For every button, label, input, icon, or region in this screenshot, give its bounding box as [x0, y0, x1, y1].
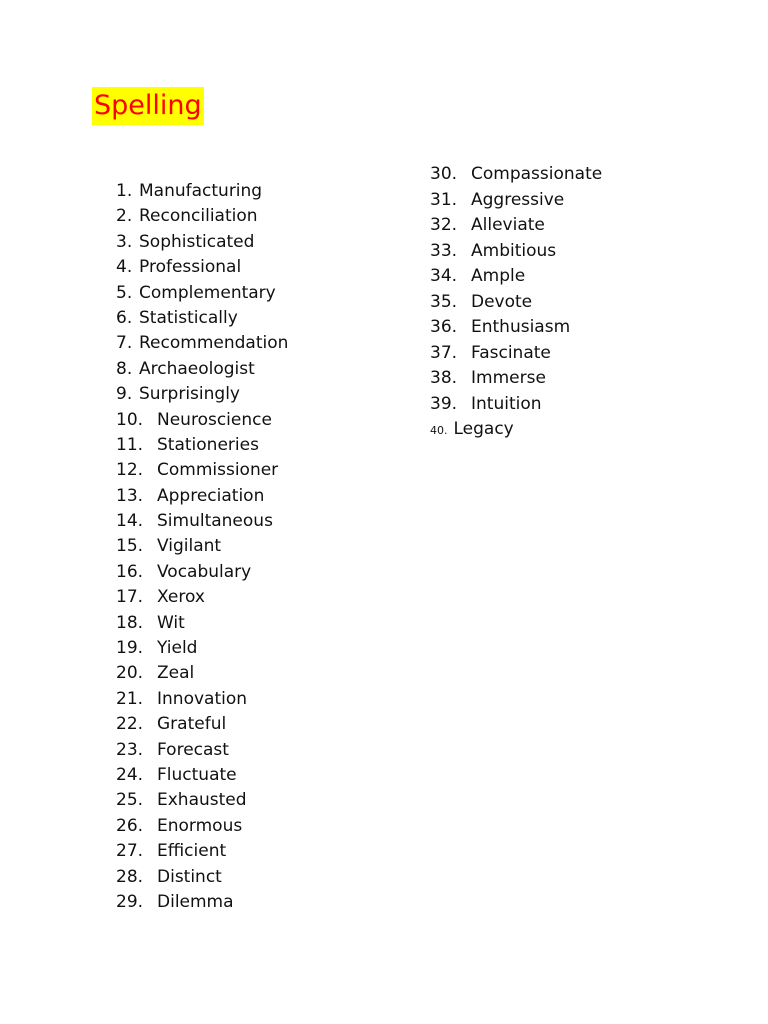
spelling-list-left — [116, 179, 288, 915]
item-word: Surprisingly — [139, 384, 240, 405]
list-item — [430, 366, 602, 392]
item-word: Neuroscience — [157, 409, 272, 430]
item-number: 33. — [430, 240, 458, 261]
item-word: Vigilant — [157, 536, 222, 557]
item-word: Stationeries — [157, 434, 259, 455]
list-item — [430, 315, 602, 341]
item-word: Exhausted — [157, 790, 247, 811]
list-item — [116, 890, 288, 915]
item-word: Fluctuate — [157, 764, 237, 785]
item-number: 21. — [116, 688, 144, 709]
item-word: Wit — [157, 612, 185, 633]
list-item — [116, 484, 288, 509]
item-number: 1. — [116, 181, 133, 201]
item-number: 29. — [116, 891, 144, 912]
list-item — [116, 560, 288, 585]
item-number: 27. — [116, 841, 144, 862]
item-word: Sophisticated — [139, 231, 255, 252]
item-number: 34. — [430, 266, 458, 286]
list-item — [116, 585, 288, 610]
list-item — [116, 534, 288, 559]
list-item — [430, 264, 602, 290]
item-number: 4. — [116, 257, 133, 278]
item-word: Alleviate — [471, 215, 545, 235]
item-word: Zeal — [157, 663, 195, 684]
list-item — [116, 687, 288, 712]
list-item — [116, 509, 288, 534]
list-item — [116, 331, 288, 356]
item-number: 17. — [116, 587, 144, 608]
list-item — [116, 661, 288, 686]
item-word: Legacy — [453, 419, 514, 439]
list-item — [116, 204, 288, 229]
item-word: Compassionate — [471, 164, 603, 184]
item-number: 15. — [116, 536, 144, 557]
item-number: 13. — [116, 485, 144, 506]
item-word: Grateful — [157, 714, 227, 735]
item-word: Xerox — [157, 587, 205, 608]
item-word: Immerse — [471, 368, 546, 388]
list-item — [116, 382, 288, 407]
item-number: 25. — [116, 790, 144, 811]
item-word: Reconciliation — [139, 206, 258, 227]
list-item — [116, 179, 288, 204]
item-word: Complementary — [139, 282, 276, 303]
item-word: Aggressive — [471, 189, 565, 210]
item-word: Fascinate — [471, 342, 551, 363]
item-word: Innovation — [157, 688, 248, 709]
item-word: Yield — [157, 638, 198, 659]
item-number: 40. — [430, 424, 448, 437]
item-word: Appreciation — [157, 485, 265, 506]
list-item — [430, 213, 602, 239]
list-item — [430, 239, 602, 265]
item-word: Commissioner — [157, 460, 279, 481]
list-item — [116, 636, 288, 661]
spelling-list-right — [430, 162, 602, 443]
list-item — [116, 738, 288, 763]
item-number: 26. — [116, 815, 144, 836]
item-number: 19. — [116, 638, 144, 659]
item-number: 28. — [116, 866, 144, 887]
item-word: Intuition — [471, 393, 542, 414]
list-item — [116, 357, 288, 382]
list-item — [116, 839, 288, 864]
list-item — [116, 763, 288, 788]
list-item — [116, 281, 288, 306]
list-item — [430, 417, 602, 443]
list-item — [116, 306, 288, 331]
item-number: 39. — [430, 393, 458, 414]
item-number: 35. — [430, 291, 458, 312]
list-item — [116, 458, 288, 483]
item-number: 6. — [116, 307, 133, 328]
item-number: 8. — [116, 358, 133, 379]
item-word: Recommendation — [139, 333, 289, 354]
item-word: Professional — [139, 257, 242, 278]
item-word: Manufacturing — [139, 181, 263, 201]
item-number: 12. — [116, 460, 144, 481]
list-item — [430, 341, 602, 367]
item-word: Devote — [471, 291, 533, 312]
item-word: Archaeologist — [139, 358, 255, 379]
item-word: Distinct — [157, 866, 222, 887]
item-number: 10. — [116, 409, 144, 430]
item-number: 14. — [116, 511, 144, 532]
list-item — [116, 712, 288, 737]
item-number: 3. — [116, 231, 133, 252]
item-number: 9. — [116, 384, 133, 405]
list-item — [430, 188, 602, 214]
list-item — [116, 611, 288, 636]
item-number: 24. — [116, 764, 144, 785]
list-item — [116, 788, 288, 813]
item-word: Statistically — [139, 307, 238, 328]
list-item — [116, 865, 288, 890]
item-number: 22. — [116, 714, 144, 735]
list-item — [430, 290, 602, 316]
list-item — [116, 814, 288, 839]
list-item — [116, 408, 288, 433]
list-item — [430, 162, 602, 188]
item-word: Ample — [471, 266, 526, 286]
item-number: 16. — [116, 561, 144, 582]
item-word: Ambitious — [471, 240, 557, 261]
item-word: Forecast — [157, 739, 229, 760]
item-word: Vocabulary — [157, 561, 252, 582]
item-number: 36. — [430, 317, 458, 337]
list-item — [116, 433, 288, 458]
item-number: 37. — [430, 342, 458, 363]
item-number: 31. — [430, 189, 458, 210]
item-number: 7. — [116, 333, 133, 354]
item-number: 20. — [116, 663, 144, 684]
item-number: 38. — [430, 368, 458, 388]
item-word: Dilemma — [157, 891, 234, 912]
item-word: Efficient — [157, 841, 227, 862]
item-word: Enormous — [157, 815, 243, 836]
item-number: 5. — [116, 282, 133, 303]
item-word: Enthusiasm — [471, 317, 571, 337]
list-item — [430, 392, 602, 418]
item-number: 23. — [116, 739, 144, 760]
item-number: 30. — [430, 164, 458, 184]
item-number: 32. — [430, 215, 458, 235]
item-number: 11. — [116, 434, 144, 455]
item-number: 2. — [116, 206, 133, 227]
page-title: Spelling — [92, 87, 204, 125]
list-item — [116, 230, 288, 255]
list-item — [116, 255, 288, 280]
item-number: 18. — [116, 612, 144, 633]
item-word: Simultaneous — [157, 511, 273, 532]
